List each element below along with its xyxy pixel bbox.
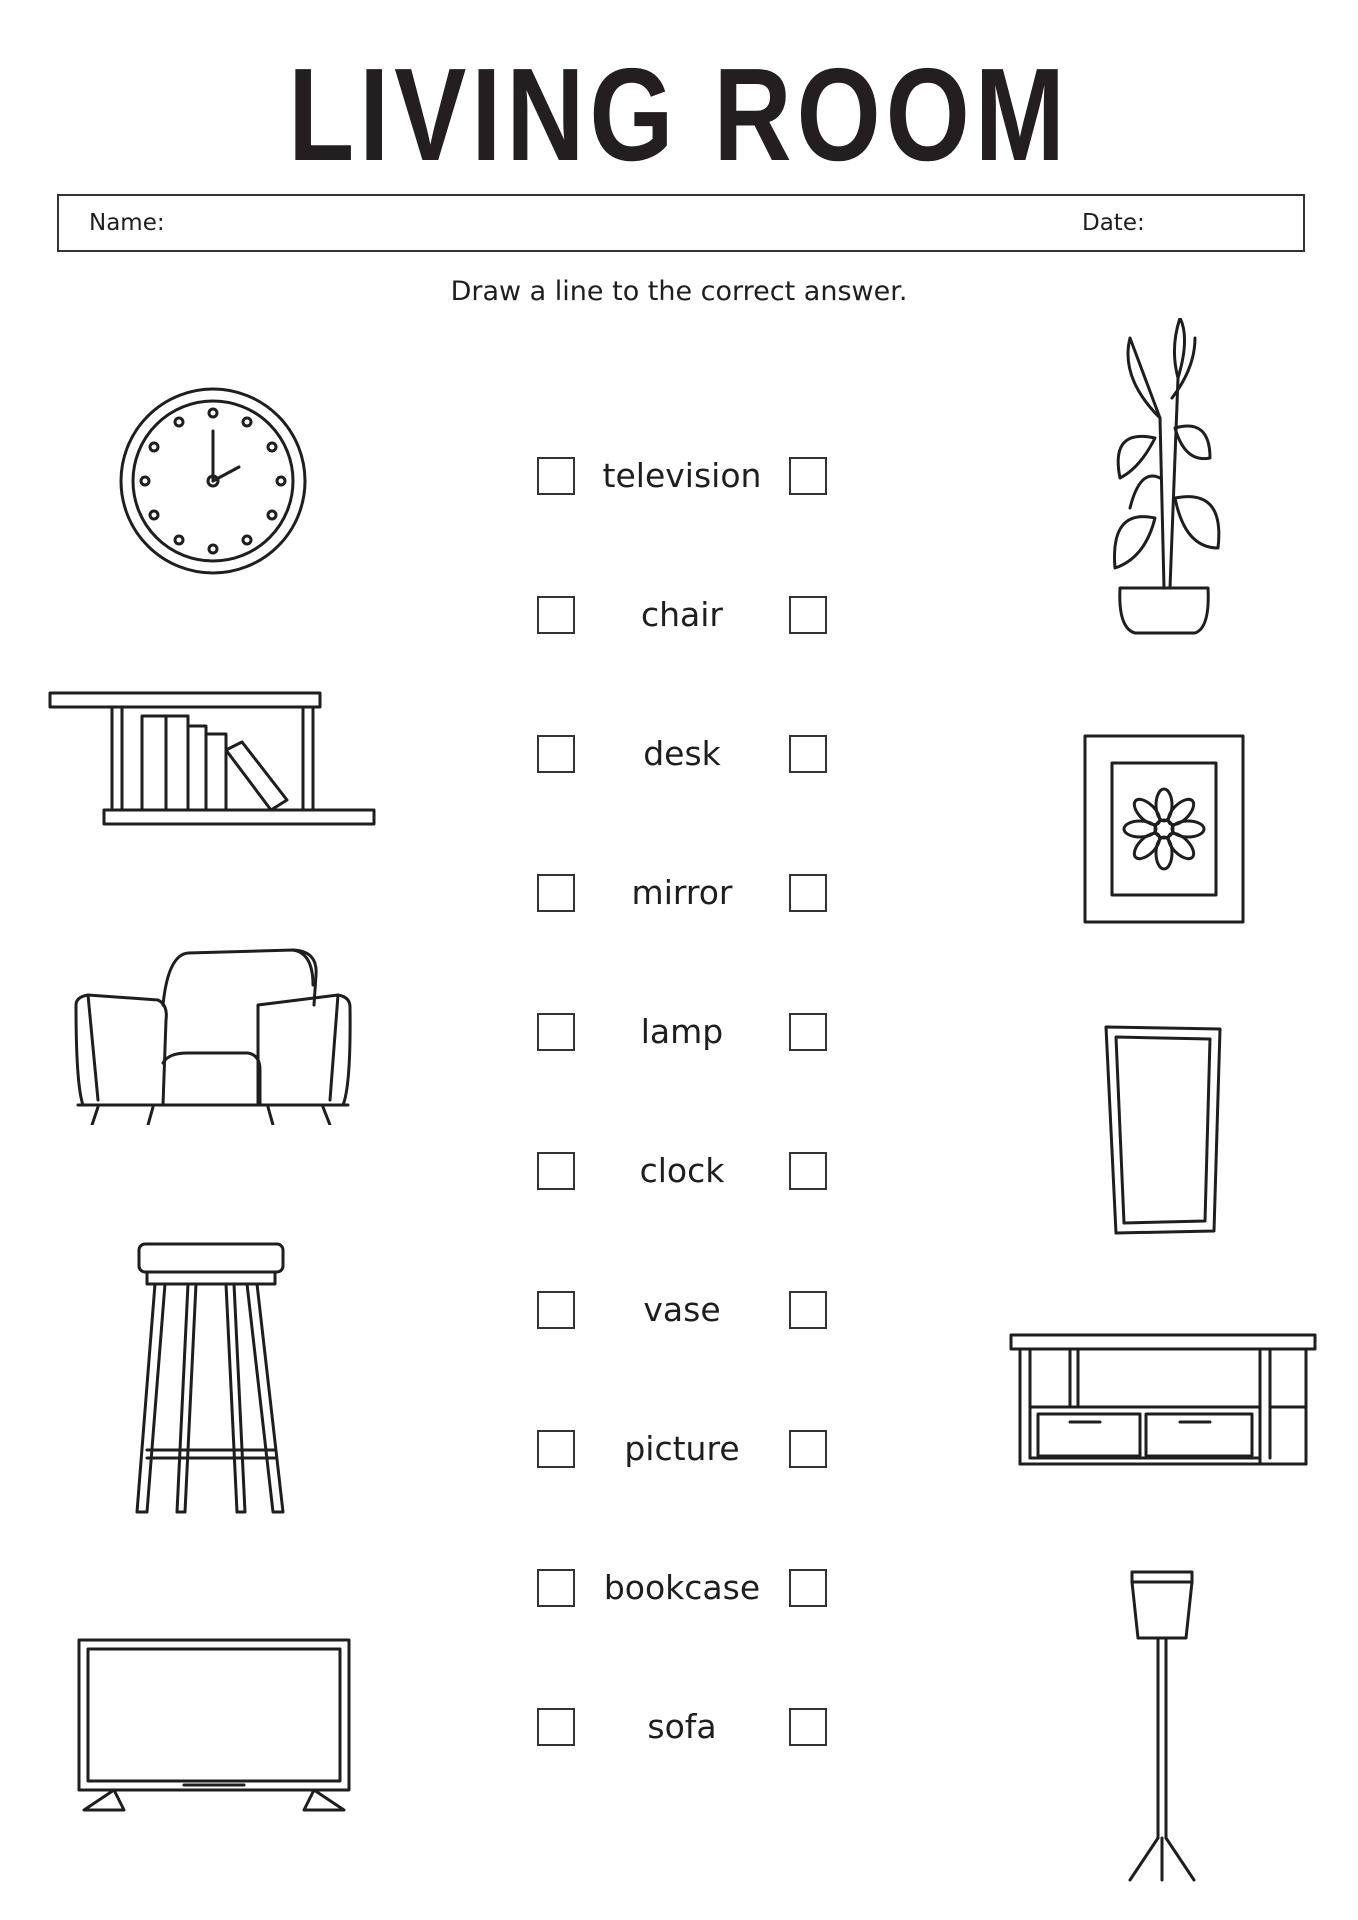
- word-row-picture: [537, 1430, 827, 1472]
- bookcase-icon: [47, 690, 377, 830]
- word-row-vase: [537, 1291, 827, 1333]
- word-label: lamp: [640, 1012, 724, 1051]
- mirror-icon: [1102, 1023, 1224, 1235]
- answer-box-right[interactable]: [789, 1013, 827, 1051]
- word-label: television: [602, 456, 762, 495]
- word-row-desk: [537, 735, 827, 777]
- word-label: sofa: [647, 1707, 717, 1746]
- answer-box-left[interactable]: [537, 874, 575, 912]
- instruction-text: Draw a line to the correct answer.: [450, 276, 908, 307]
- word-label: vase: [643, 1290, 721, 1329]
- answer-box-left[interactable]: [537, 1291, 575, 1329]
- word-row-clock: [537, 1152, 827, 1194]
- word-label: chair: [640, 595, 724, 634]
- name-label: Name:: [89, 210, 165, 236]
- word-row-mirror: [537, 874, 827, 916]
- word-label: bookcase: [603, 1568, 761, 1607]
- answer-box-left[interactable]: [537, 457, 575, 495]
- word-label: clock: [639, 1151, 725, 1190]
- name-date-box: [57, 194, 1305, 252]
- clock-icon: [115, 383, 311, 579]
- answer-box-right[interactable]: [789, 1708, 827, 1746]
- floor-lamp-icon: [1120, 1568, 1204, 1884]
- answer-box-left[interactable]: [537, 596, 575, 634]
- date-label: Date:: [1082, 210, 1145, 236]
- answer-box-right[interactable]: [789, 1569, 827, 1607]
- answer-box-left[interactable]: [537, 1569, 575, 1607]
- word-row-bookcase: [537, 1569, 827, 1611]
- word-row-chair: [537, 596, 827, 638]
- desk-icon: [1008, 1332, 1318, 1472]
- vase-plant-icon: [1100, 318, 1230, 636]
- answer-box-right[interactable]: [789, 874, 827, 912]
- answer-box-left[interactable]: [537, 1430, 575, 1468]
- word-label: desk: [643, 734, 721, 773]
- worksheet-title: LIVING ROOM: [288, 41, 1070, 188]
- word-label: picture: [624, 1429, 740, 1468]
- word-label: mirror: [631, 873, 733, 912]
- answer-box-right[interactable]: [789, 1430, 827, 1468]
- armchair-icon: [68, 945, 358, 1125]
- answer-box-right[interactable]: [789, 1152, 827, 1190]
- answer-box-right[interactable]: [789, 1291, 827, 1329]
- answer-box-left[interactable]: [537, 1152, 575, 1190]
- word-row-lamp: [537, 1013, 827, 1055]
- answer-box-left[interactable]: [537, 1013, 575, 1051]
- framed-picture-icon: [1082, 733, 1246, 925]
- word-row-television: [537, 457, 827, 499]
- answer-box-right[interactable]: [789, 457, 827, 495]
- answer-box-left[interactable]: [537, 1708, 575, 1746]
- answer-box-right[interactable]: [789, 596, 827, 634]
- stool-icon: [133, 1240, 289, 1520]
- word-row-sofa: [537, 1708, 827, 1750]
- answer-box-left[interactable]: [537, 735, 575, 773]
- television-icon: [74, 1635, 354, 1815]
- answer-box-right[interactable]: [789, 735, 827, 773]
